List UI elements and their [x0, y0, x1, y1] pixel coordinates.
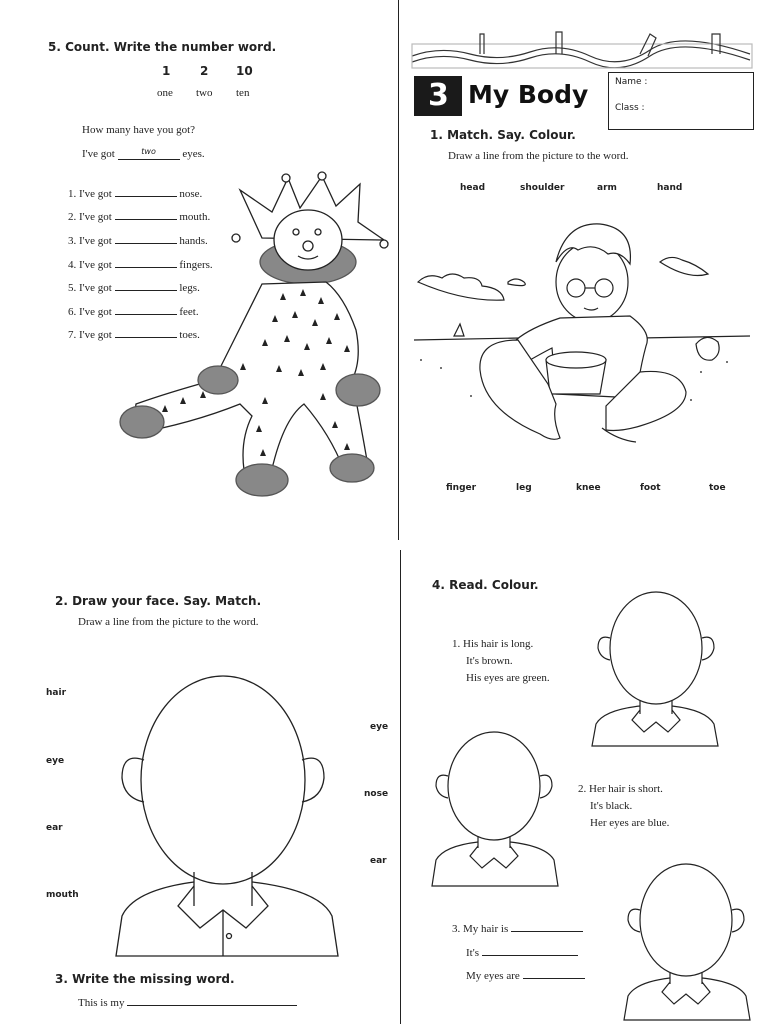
word-arm[interactable]: arm: [597, 183, 617, 193]
write-prompt-hair: 3. My hair is: [452, 923, 509, 935]
face-word-hair[interactable]: hair: [46, 688, 67, 698]
word-shoulder[interactable]: shoulder: [520, 183, 565, 193]
face-word-ear-right[interactable]: ear: [370, 856, 387, 866]
unit-title: My Body: [468, 80, 589, 109]
example-prefix: I've got: [82, 148, 115, 160]
face-word-ear-left[interactable]: ear: [46, 823, 63, 833]
section1-instruction: Draw a line from the picture to the word.: [448, 150, 629, 162]
read-block-1-line3: His eyes are green.: [466, 672, 550, 684]
section1-heading: 1. Match. Say. Colour.: [430, 128, 576, 142]
section5-heading: 5. Count. Write the number word.: [48, 40, 277, 54]
word-ten: ten: [236, 87, 250, 99]
read-block-2-line3: Her eyes are blue.: [590, 817, 670, 829]
item-prefix: 5. I've got: [68, 282, 112, 294]
example-suffix: eyes.: [182, 148, 205, 160]
item-prefix: 7. I've got: [68, 329, 112, 341]
number-10: 10: [236, 64, 253, 78]
face-word-eye-left[interactable]: eye: [46, 756, 65, 766]
example-answer: two: [141, 147, 156, 156]
word-foot[interactable]: foot: [640, 483, 661, 493]
read-block-2-line2: It's black.: [590, 800, 633, 812]
item-suffix: legs.: [179, 282, 200, 294]
read-block-2-line1: 2. Her hair is short.: [578, 783, 663, 795]
item-prefix: 4. I've got: [68, 259, 112, 271]
word-finger[interactable]: finger: [446, 483, 477, 493]
name-label: Name :: [615, 77, 648, 87]
face-word-eye-right[interactable]: eye: [370, 722, 389, 732]
item-prefix: 3. I've got: [68, 235, 112, 247]
item-suffix: toes.: [179, 329, 200, 341]
item-prefix: 2. I've got: [68, 211, 112, 223]
section3-heading: 3. Write the missing word.: [55, 972, 235, 986]
read-block-1-line2: It's brown.: [466, 655, 513, 667]
word-two: two: [196, 87, 213, 99]
face-word-mouth[interactable]: mouth: [46, 890, 79, 900]
word-toe[interactable]: toe: [709, 483, 726, 493]
number-1: 1: [162, 64, 171, 78]
item-suffix: nose.: [179, 188, 203, 200]
write-prompt-colour: It's: [466, 947, 479, 959]
item-suffix: mouth.: [179, 211, 211, 223]
item-prefix: 6. I've got: [68, 306, 112, 318]
number-2: 2: [200, 64, 209, 78]
section2-heading: 2. Draw your face. Say. Match.: [55, 594, 262, 608]
unit-number: 3: [428, 78, 449, 113]
word-head[interactable]: head: [460, 183, 486, 193]
section2-instruction: Draw a line from the picture to the word.: [78, 616, 259, 628]
read-block-1-line1: 1. His hair is long.: [452, 638, 534, 650]
item-suffix: feet.: [179, 306, 199, 318]
word-one: one: [157, 87, 173, 99]
word-knee[interactable]: knee: [576, 483, 601, 493]
count-question: How many have you got?: [82, 124, 196, 136]
word-leg[interactable]: leg: [516, 483, 532, 493]
item-prefix: 1. I've got: [68, 188, 112, 200]
item-suffix: hands.: [179, 235, 208, 247]
item-suffix: fingers.: [179, 259, 213, 271]
face-word-nose[interactable]: nose: [364, 789, 389, 799]
write-prompt-eyes: My eyes are: [466, 970, 520, 982]
class-label: Class :: [615, 103, 645, 113]
section3-prompt: This is my: [78, 997, 125, 1009]
section4-heading: 4. Read. Colour.: [432, 578, 539, 592]
word-hand[interactable]: hand: [657, 183, 683, 193]
